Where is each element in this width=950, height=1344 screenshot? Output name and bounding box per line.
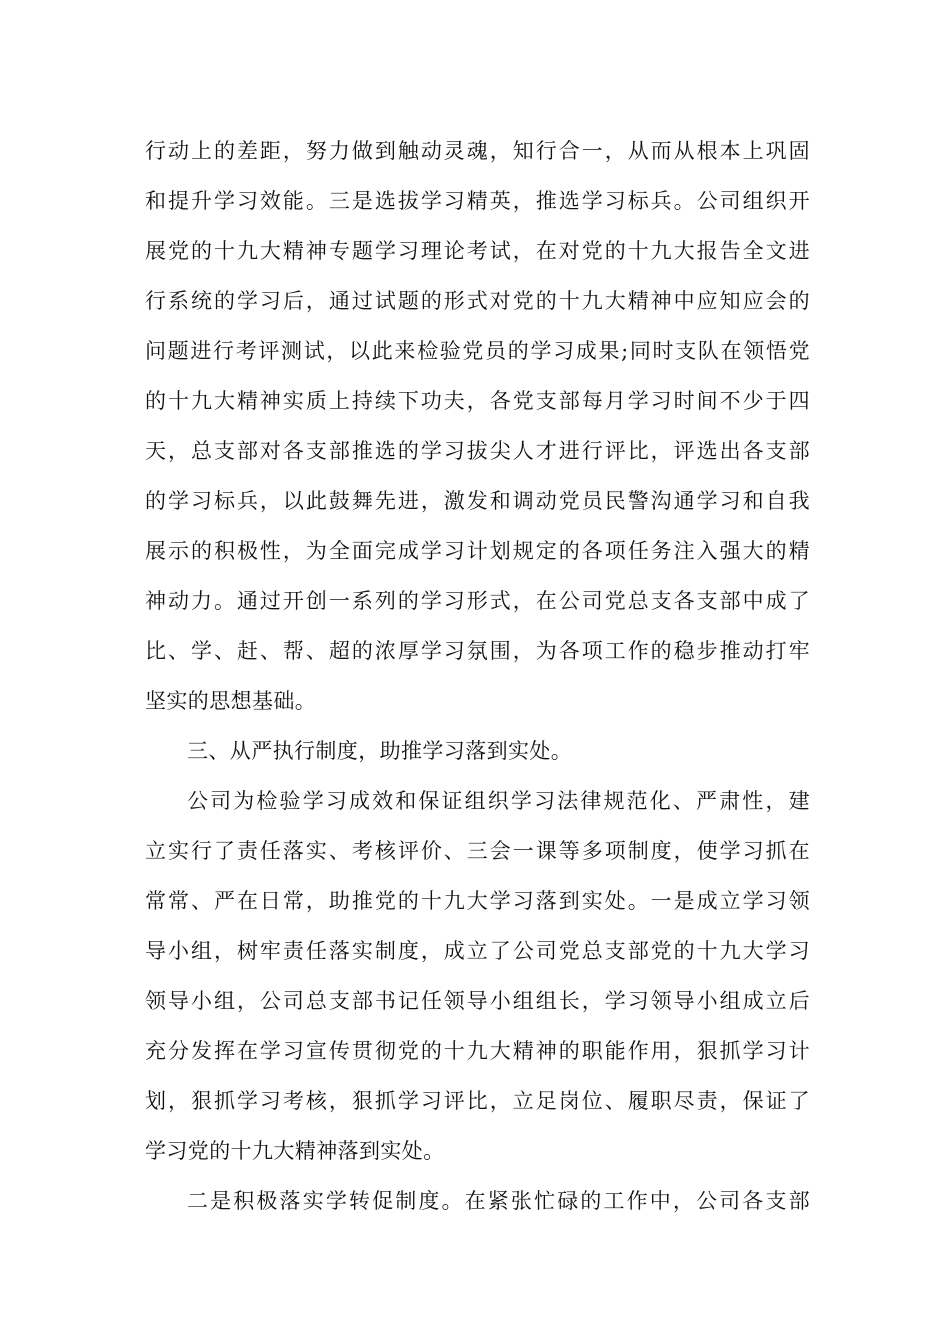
paragraph-line: 天，总支部对各支部推选的学习拔尖人才进行评比，评选出各支部 — [145, 439, 810, 463]
paragraph-line: 的学习标兵，以此鼓舞先进，激发和调动党员民警沟通学习和自我 — [145, 489, 810, 513]
paragraph-line: 领导小组，公司总支部书记任领导小组组长，学习领导小组成立后 — [145, 989, 810, 1013]
paragraph-line: 二是积极落实学转促制度。在紧张忙碌的工作中，公司各支部 — [187, 1189, 810, 1213]
paragraph-line: 立实行了责任落实、考核评价、三会一课等多项制度，使学习抓在 — [145, 839, 810, 863]
paragraph-line: 学习党的十九大精神落到实处。 — [145, 1139, 445, 1163]
paragraph-line: 展示的积极性，为全面完成学习计划规定的各项任务注入强大的精 — [145, 539, 810, 563]
paragraph-line: 的十九大精神实质上持续下功夫，各党支部每月学习时间不少于四 — [145, 389, 810, 413]
paragraph-line: 神动力。通过开创一系列的学习形式，在公司党总支各支部中成了 — [145, 589, 810, 613]
paragraph-line: 行系统的学习后，通过试题的形式对党的十九大精神中应知应会的 — [145, 289, 810, 313]
paragraph-line: 充分发挥在学习宣传贯彻党的十九大精神的职能作用，狠抓学习计 — [145, 1039, 810, 1063]
paragraph-line: 划，狠抓学习考核，狠抓学习评比，立足岗位、履职尽责，保证了 — [145, 1089, 810, 1113]
paragraph-line: 公司为检验学习成效和保证组织学习法律规范化、严肃性，建 — [187, 789, 810, 813]
paragraph-line: 行动上的差距，努力做到触动灵魂，知行合一，从而从根本上巩固 — [145, 139, 810, 163]
paragraph-line: 导小组，树牢责任落实制度，成立了公司党总支部党的十九大学习 — [145, 939, 810, 963]
paragraph-line: 坚实的思想基础。 — [145, 689, 317, 713]
paragraph-line: 常常、严在日常，助推党的十九大学习落到实处。一是成立学习领 — [145, 889, 810, 913]
paragraph-line: 和提升学习效能。三是选拔学习精英，推选学习标兵。公司组织开 — [145, 189, 810, 213]
paragraph-line: 比、学、赶、帮、超的浓厚学习氛围，为各项工作的稳步推动打牢 — [145, 639, 810, 663]
paragraph-line: 展党的十九大精神专题学习理论考试，在对党的十九大报告全文进 — [145, 239, 810, 263]
section-heading: 三、从严执行制度，助推学习落到实处。 — [187, 739, 573, 763]
paragraph-line: 问题进行考评测试，以此来检验党员的学习成果;同时支队在领悟党 — [145, 339, 810, 363]
